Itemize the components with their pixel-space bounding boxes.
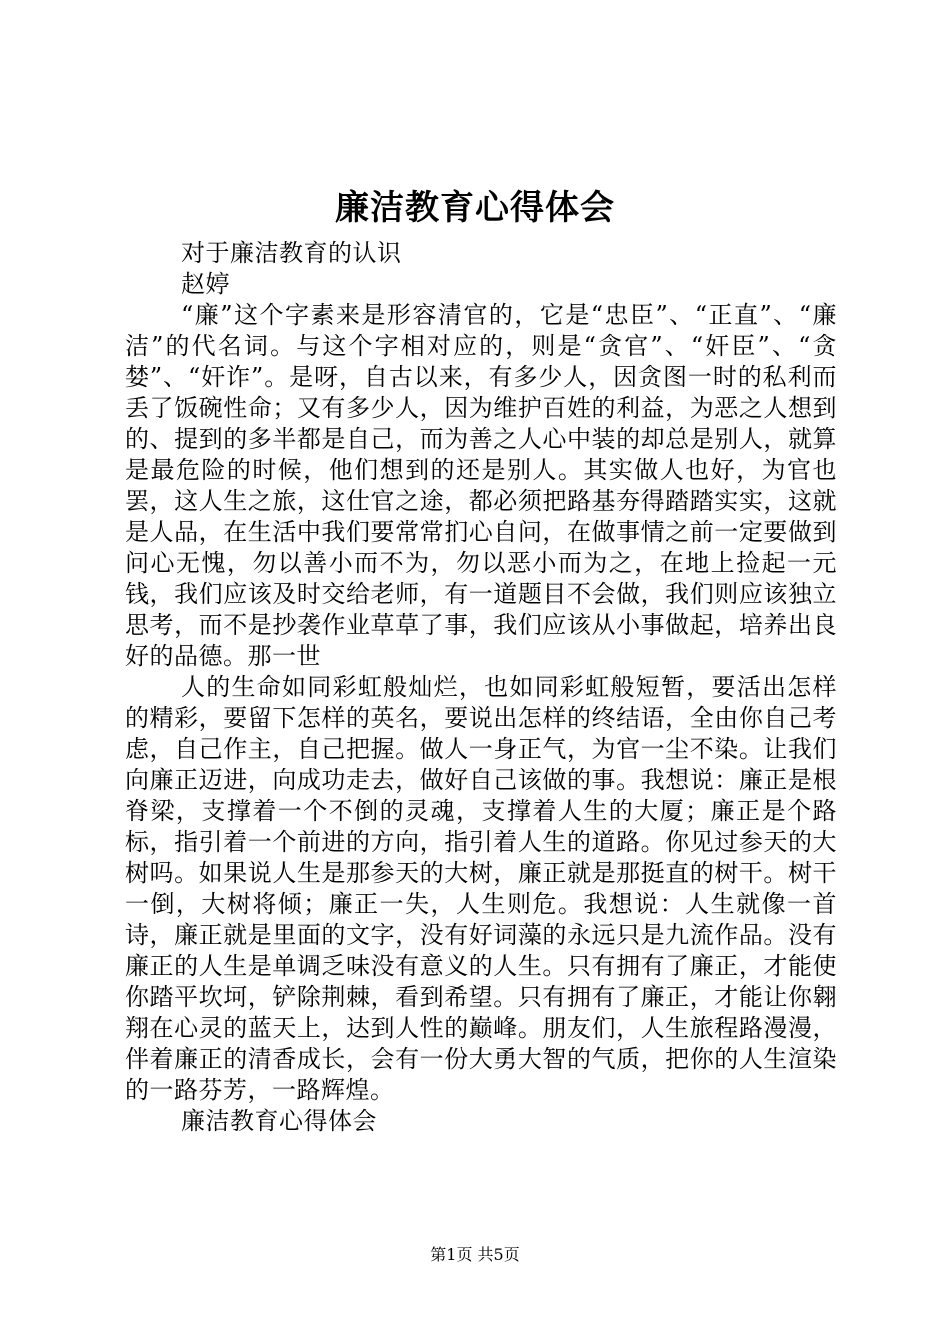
document-title: 廉洁教育心得体会 (335, 188, 615, 228)
section-heading-line: 廉洁教育心得体会 (181, 1107, 377, 1135)
subtitle-line: 对于廉洁教育的认识 (181, 239, 402, 267)
page-footer: 第1页 共5页 (430, 1245, 520, 1264)
document-body (125, 238, 837, 1137)
body-paragraph-2: 人的生命如同彩虹般灿烂，也如同彩虹般短暂，要活出怎样的精彩，要留下怎样的英名，要说出怎样的终结语，全由你自己考虑，自己作主，自己把握。做人一身正气，为官一尘不染。让我们向廉正迈进，向成功走去，做好自己该做的事。我想说：廉正是根脊梁，支撑着一个不倒的灵魂，支撑着人生的大厦；廉正是个路标，指引着一个前进的方向，指引着人生的道路。你见过参天的大树吗。如果说人生是那参天的大树，廉正就是那挺直的树干。树干一倒，大树将倾；廉正一失，人生则危。我想说：人生就像一首诗，廉正就是里面的文字，没有好词藻的永远只是九流作品。没有廉正的人生是单调乏味没有意义的人生。只有拥有了廉正，才能使你踏平坎坷，铲除荆棘，看到希望。只有拥有了廉正，才能让你翱翔在心灵的蓝天上，达到人性的巅峰。朋友们，人生旅程路漫漫，伴着廉正的清香成长，会有一份大勇大智的气质，把你的人生渲染的一路芬芳，一路辉煌。 (125, 673, 837, 1104)
body-paragraph-1: “廉”这个字素来是形容清官的，它是“忠臣”、“正直”、“廉洁”的代名词。与这个字相对应的，则是“贪官”、“奸臣”、“贪婪”、“奸诈”。是呀，自古以来，有多少人，因贪图一时的私利而丢了饭碗性命；又有多少人，因为维护百姓的利益，为恶之人想到的、提到的多半都是自己，而为善之人心中装的却总是别人，就算是最危险的时候，他们想到的还是别人。其实做人也好，为官也罢，这人生之旅，这仕官之途，都必须把路基夯得踏踏实实，这就是人品，在生活中我们要常常扪心自问，在做事情之前一定要做到问心无愧，勿以善小而不为，勿以恶小而为之，在地上捡起一元钱，我们应该及时交给老师，有一道题目不会做，我们则应该独立思考，而不是抄袭作业草草了事，我们应该从小事做起，培养出良好的品德。那一世 (125, 301, 837, 670)
author-line: 赵婷 (181, 270, 230, 298)
